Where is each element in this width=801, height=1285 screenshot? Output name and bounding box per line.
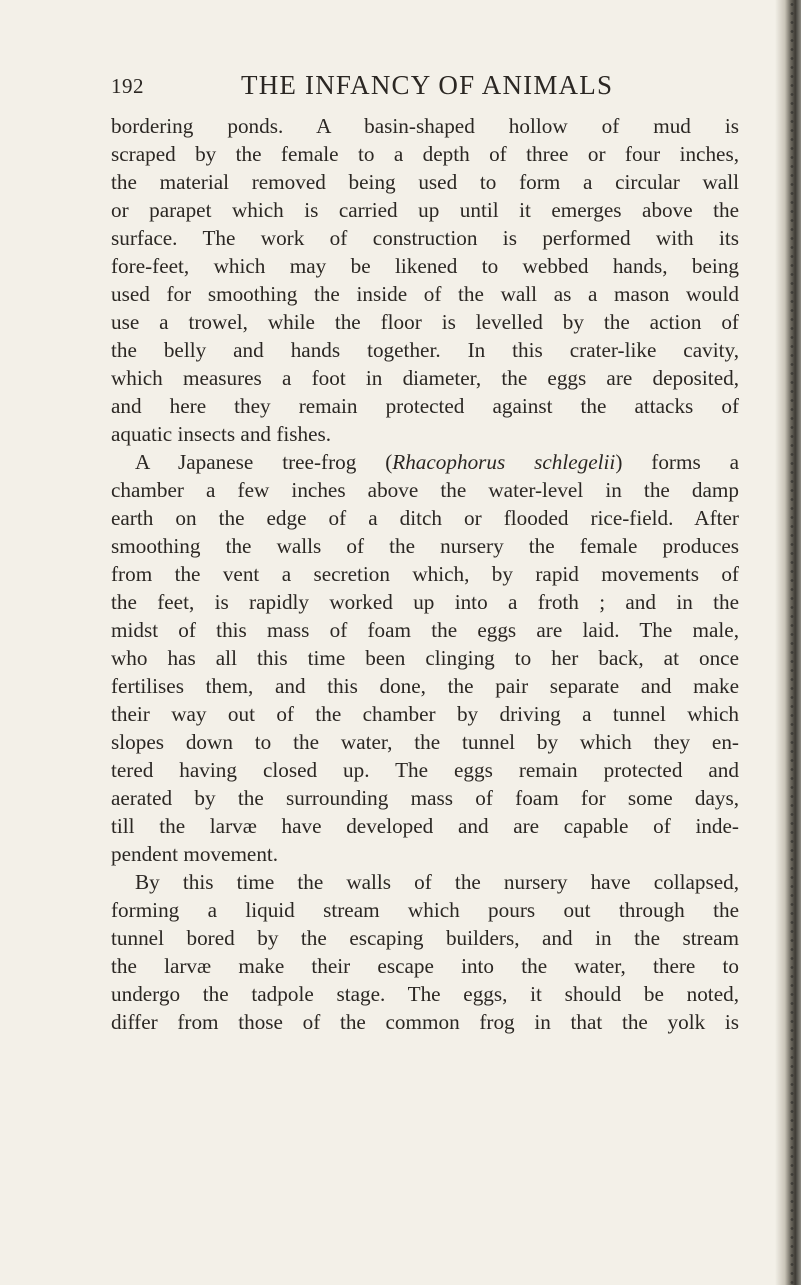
text-line: their way out of the chamber by driving a tunnel which bbox=[111, 702, 739, 726]
text-line: smoothing the walls of the nursery the female produces bbox=[111, 534, 739, 558]
text-line: differ from those of the common frog in that the yolk is bbox=[111, 1010, 739, 1034]
running-title: THE INFANCY OF ANIMALS bbox=[241, 70, 614, 100]
text-line: from the vent a secretion which, by rapid movements of bbox=[111, 562, 739, 586]
text-line: tunnel bored by the escaping builders, and in the stream bbox=[111, 926, 739, 950]
page-edge-shadow bbox=[775, 0, 801, 1285]
text-line: till the larvæ have developed and are capable of inde- bbox=[111, 814, 739, 838]
text-line: earth on the edge of a ditch or flooded rice-field. After bbox=[111, 506, 739, 530]
text-line: scraped by the female to a depth of three or four inches, bbox=[111, 142, 739, 166]
text-line: chamber a few inches above the water-level in the damp bbox=[111, 478, 739, 502]
text-line: tered having closed up. The eggs remain protected and bbox=[111, 758, 739, 782]
running-head bbox=[111, 70, 741, 106]
text-line: the feet, is rapidly worked up into a froth ; and in the bbox=[111, 590, 739, 614]
text-line: aquatic insects and fishes. bbox=[111, 422, 332, 446]
text-line: midst of this mass of foam the eggs are laid. The male, bbox=[111, 618, 739, 642]
text-line: undergo the tadpole stage. The eggs, it should be noted, bbox=[111, 982, 739, 1006]
body-text bbox=[111, 112, 739, 1036]
text-line: used for smoothing the inside of the wall as a mason would bbox=[111, 282, 739, 306]
text-line: bordering ponds. A basin-shaped hollow of mud is bbox=[111, 114, 739, 138]
text-line: aerated by the surrounding mass of foam for some days, bbox=[111, 786, 739, 810]
text-line: By this time the walls of the nursery have collapsed, bbox=[135, 870, 739, 894]
text-line: which measures a foot in diameter, the eggs are deposited, bbox=[111, 366, 739, 390]
text-line: the belly and hands together. In this crater-like cavity, bbox=[111, 338, 739, 362]
text-line: the larvæ make their escape into the water, there to bbox=[111, 954, 739, 978]
text-line: and here they remain protected against the attacks of bbox=[111, 394, 739, 418]
text-line: slopes down to the water, the tunnel by which they en- bbox=[111, 730, 739, 754]
text-line: fertilises them, and this done, the pair separate and make bbox=[111, 674, 739, 698]
text-line: forming a liquid stream which pours out through the bbox=[111, 898, 739, 922]
text-line: A Japanese tree-frog (Rhacophorus schlegelii) forms a bbox=[135, 450, 739, 474]
text-line: the material removed being used to form a circular wall bbox=[111, 170, 739, 194]
text-line: who has all this time been clinging to her back, at once bbox=[111, 646, 739, 670]
species-name: Rhacophorus schlegelii bbox=[392, 450, 616, 474]
page-edge-texture bbox=[789, 0, 795, 1285]
text-line: or parapet which is carried up until it emerges above the bbox=[111, 198, 739, 222]
text-line: surface. The work of construction is performed with its bbox=[111, 226, 739, 250]
text-line: use a trowel, while the floor is levelled by the action of bbox=[111, 310, 739, 334]
text-line: fore-feet, which may be likened to webbed hands, being bbox=[111, 254, 739, 278]
page-number: 192 bbox=[111, 74, 144, 98]
text-line: pendent movement. bbox=[111, 842, 279, 866]
